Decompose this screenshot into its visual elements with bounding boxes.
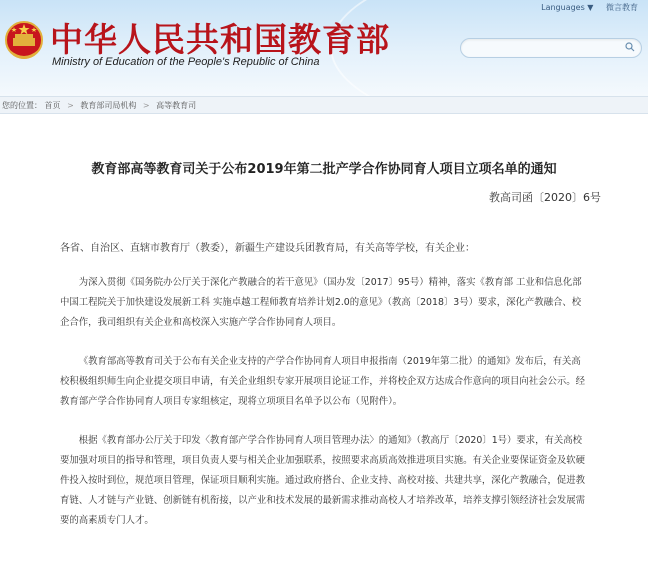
site-title-cn[interactable]: 中华人民共和国教育部 — [50, 20, 390, 59]
breadcrumb-item-departments[interactable]: 教育部司局机构 — [80, 101, 137, 110]
search-box[interactable] — [460, 38, 642, 58]
search-input[interactable] — [461, 44, 627, 60]
national-emblem-icon[interactable] — [4, 18, 44, 64]
breadcrumb — [0, 96, 648, 114]
site-title-en: Ministry of Education of the People's Republic of China — [52, 56, 320, 68]
languages-link[interactable]: Languages ▼ — [541, 3, 594, 12]
article-paragraph: 根据《教育部办公厅关于印发〈教育部产学合作协同育人项目管理办法〉的通知》（教高厅〔2020〕1号）要求，有关高校要加强对项目的指导和管理，项目负责人要与相关企业加强联系，按照要求高质高效推进项目实施。有关企业要保证资金及软硬件投入按时到位，规范项目管理，保证项目顺利实施。通过政府搭台、企业支持、高校对接、共建共享，深化产教融合，促进教育链、人才链与产业链、创新链有机衔接，以产业和技术发展的最新需求推动高校人才培养改革，培养支撑引领经济社会发展需要的高素质专门人才。 — [60, 435, 586, 526]
breadcrumb-prefix: 您的位置： — [2, 101, 42, 110]
article-title: 教育部高等教育司关于公布2019年第二批产学合作协同育人项目立项名单的通知 — [91, 162, 557, 177]
breadcrumb-separator: > — [142, 101, 150, 110]
breadcrumb-separator: > — [67, 101, 74, 110]
top-links — [531, 2, 638, 13]
article-paragraph: 《教育部高等教育司关于公布有关企业支持的产学合作协同育人项目申报指南（2019年第二批）的通知》发布后，有关高校积极组织师生向企业提交项目申请，有关企业组织专家开展项目论证工作，并将校企双方达成合作意向的项目向社会公示。经教育部产学合作协同育人项目专家组核定，现将立项项目名单予以公布（见附件）。 — [60, 356, 586, 407]
document-number: 教高司函〔2020〕6号 — [489, 191, 601, 204]
article-paragraph: 为深入贯彻《国务院办公厅关于深化产教融合的若干意见》（国办发〔2017〕95号）精神，落实《教育部 工业和信息化部 中国工程院关于加快建设发展新工科 实施卓越工程师教育培养计划2.0的意见》（教高〔2018〕3号）要求，深化产教融合、校企合作，我司组织有关企业和高校深入实施产学合作协同育人项目。 — [60, 277, 582, 328]
article — [0, 158, 648, 531]
site-header-banner — [0, 0, 648, 96]
search-icon[interactable] — [625, 42, 635, 52]
salutation: 各省、自治区、直辖市教育厅（教委），新疆生产建设兵团教育局，有关高等学校，有关企业： — [60, 243, 475, 254]
breadcrumb-item-home[interactable]: 首页 — [44, 101, 61, 110]
weiyan-education-link[interactable]: 微言教育 — [606, 3, 638, 12]
breadcrumb-item-higher-education[interactable]: 高等教育司 — [156, 101, 197, 110]
